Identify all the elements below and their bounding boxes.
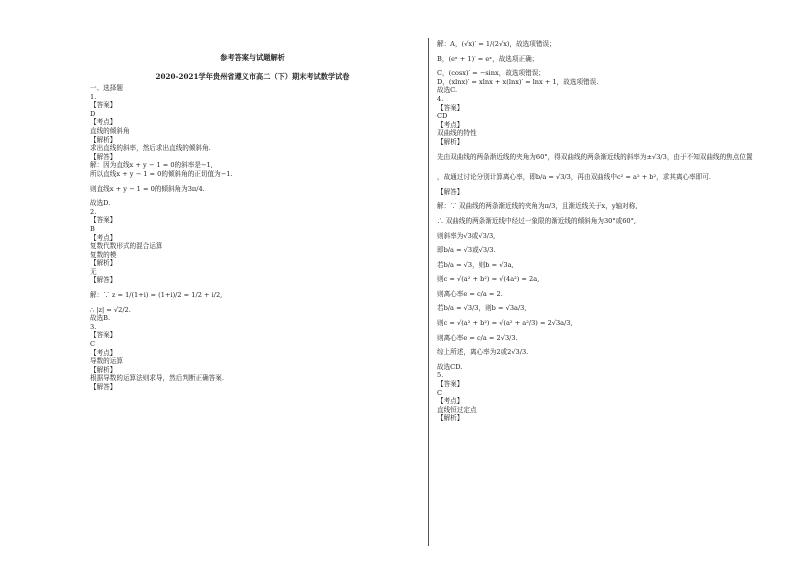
analysis-label: 【解析】 (90, 135, 117, 144)
topic-text: 复数代数形式的混合运算 (90, 242, 163, 251)
analysis-text: 根据导数的运算法则求导，然后判断正确答案. (90, 374, 224, 383)
solution-line: 所以直线x + y − 1 = 0的倾斜角的正切值为−1. (90, 169, 233, 178)
solution-line: 解：∵ z = 1/(1+i) = (1+i)/2 = 1/2 + i/2, (90, 291, 223, 300)
answer-value: C (90, 340, 96, 349)
topic-label: 【考点】 (90, 233, 117, 242)
column-divider (428, 38, 429, 546)
question-number: 4. (437, 94, 444, 103)
answer-value: CD (437, 112, 448, 121)
analysis-label: 【解析】 (437, 414, 464, 423)
solution-line: 则离心率e = c/a = 2. (437, 289, 503, 298)
section-heading: 一、选择题 (90, 84, 123, 92)
solution-line: 若b/a = √3，则b = √3a, (437, 260, 514, 269)
solution-line: 解：因为直线x + y − 1 = 0的斜率是−1, (90, 161, 213, 170)
solution-line: 则c = √(a² + b²) = √(a² + a²/3) = 2√3a/3, (437, 319, 573, 328)
answer-value: C (437, 388, 443, 397)
solution-label: 【解答】 (90, 383, 117, 391)
conclusion-line: 故选C. (437, 86, 458, 95)
document-title: 参考答案与试题解析 (220, 53, 285, 62)
solution-line: 则直线x + y − 1 = 0的倾斜角为3π/4. (90, 184, 205, 193)
answer-value: D (90, 109, 96, 118)
analysis-text: 求出直线的斜率，然后求出直线的倾斜角. (90, 144, 211, 153)
solution-line: ∴ |z| = √2/2. (90, 305, 131, 314)
solution-label: 【解答】 (437, 187, 464, 196)
conclusion-line: 故选CD. (437, 362, 463, 371)
answer-label: 【答案】 (90, 101, 117, 110)
solution-line: 则离心率e = c/a = 2√3/3. (437, 333, 518, 342)
topic-text: 直线恒过定点 (437, 405, 477, 414)
analysis-text: 无 (90, 267, 97, 276)
document-subtitle: 2020-2021学年贵州省遵义市高二（下）期末考试数学试卷 (155, 72, 350, 81)
topic-text: 双曲线的特性 (437, 129, 477, 138)
solution-line: 若b/a = √3/3，则b = √3a/3, (437, 304, 527, 313)
topic-text: 导数的运算 (90, 357, 123, 366)
analysis-label: 【解析】 (90, 365, 117, 374)
solution-line: D，(xlnx)′ = xlnx + x(lnx)′ = lnx + 1，故选项错误. (437, 77, 599, 86)
analysis-text: ，故通过讨论分别计算离心率，即b/a = √3/3，再由双曲线中c² = a² + b²，求其离心率即可. (437, 173, 712, 182)
solution-line: 解：A，(√x)′ = 1/(2√x)，故选项错误； (437, 40, 556, 48)
analysis-text: 先由双曲线的两条渐近线的夹角为60°，得双曲线的两条渐近线的斜率为±√3/3，由于不知双曲线的焦点位置 (437, 152, 753, 161)
right-column (437, 40, 767, 423)
solution-label: 【解答】 (90, 152, 117, 161)
left-column (90, 52, 415, 392)
question-number: 2. (90, 207, 97, 216)
conclusion-line: 故选B. (90, 314, 111, 323)
answer-label: 【答案】 (90, 331, 117, 340)
answer-label: 【答案】 (437, 103, 464, 112)
analysis-label: 【解析】 (437, 137, 464, 146)
topic-text: 直线的倾斜角 (90, 126, 130, 135)
question-number: 5. (437, 371, 444, 380)
topic-label: 【考点】 (437, 397, 464, 406)
topic-label: 【考点】 (437, 120, 464, 129)
topic-label: 【考点】 (90, 348, 117, 357)
solution-line: C，(cosx)′ = −sinx，故选项错误； (437, 69, 545, 78)
solution-line: 即b/a = √3或√3/3. (437, 246, 496, 255)
solution-line: 解：∵ 双曲线的两条渐近线的夹角为π/3，且渐近线关于x，y轴对称, (437, 202, 638, 211)
topic-label: 【考点】 (90, 118, 117, 127)
solution-line: B，(eˣ + 1)′ = eˣ，故选项正确； (437, 54, 539, 63)
answer-value: B (90, 224, 95, 233)
solution-line: 综上所述，离心率为2或2√3/3. (437, 348, 529, 357)
question-number: 1. (90, 92, 97, 101)
answer-label: 【答案】 (437, 380, 464, 389)
analysis-label: 【解析】 (90, 259, 117, 268)
solution-line: ∴ 双曲线的两条渐近线中经过一象限的渐近线的倾斜角为30°或60°, (437, 216, 637, 225)
question-number: 3. (90, 322, 97, 331)
topic-text: 复数的模 (90, 250, 117, 259)
answer-label: 【答案】 (90, 216, 117, 225)
solution-line: 则c = √(a² + b²) = √(4a²) = 2a, (437, 275, 540, 284)
solution-line: 则斜率为√3或√3/3, (437, 231, 496, 240)
conclusion-line: 故选D. (90, 199, 111, 208)
solution-label: 【解答】 (90, 276, 117, 285)
